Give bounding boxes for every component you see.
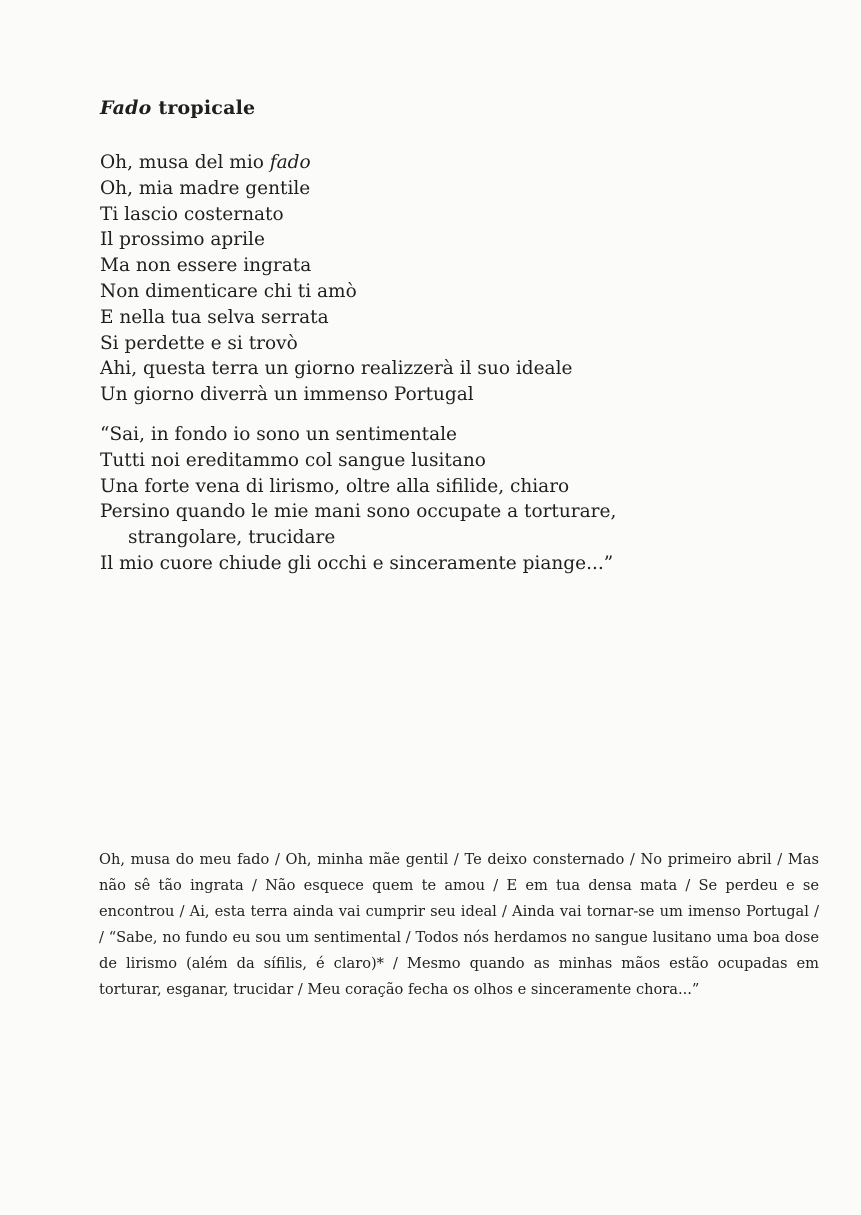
poem-line-text: Ti lascio costernato [100, 203, 284, 225]
poem-line-text: Persino quando le mie mani sono occupate a torturare, [100, 501, 617, 523]
poem-line [100, 422, 820, 448]
poem-line-text: Un giorno diverrà un immenso Portugal [100, 384, 474, 406]
poem-line [100, 448, 820, 474]
poem-line [100, 305, 820, 331]
poem-line [100, 382, 820, 408]
poem-line [100, 227, 820, 253]
poem-line [100, 279, 820, 305]
poem-body [100, 150, 820, 577]
poem-line-text: E nella tua selva serrata [100, 306, 329, 328]
poem-line-text: Una forte vena di lirismo, oltre alla sifilide, chiaro [100, 475, 570, 497]
poem-line [100, 176, 820, 202]
poem-line-text: strangolare, trucidare [128, 527, 336, 549]
stanza-spacer [100, 408, 820, 422]
poem-title-italic: Fado [100, 97, 152, 119]
poem-line-italic: fado [269, 152, 311, 173]
poem-line-text: Non dimenticare chi ti amò [100, 280, 357, 302]
poem-line-text: “Sai, in fondo io sono un sentimentale [100, 423, 457, 445]
poem-line-text: Il prossimo aprile [100, 229, 265, 251]
poem-line-text: Il mio cuore chiude gli occhi e sinceramente piange...” [100, 552, 614, 574]
poem-line [100, 331, 820, 357]
stanza-2 [100, 422, 820, 577]
poem-line-text: Ahi, questa terra un giorno realizzerà il suo ideale [100, 358, 573, 380]
poem-line-text: Si perdette e si trovò [100, 332, 298, 354]
poem-line-text: Ma non essere ingrata [100, 255, 312, 277]
portuguese-original-footnote: Oh, musa do meu fado / Oh, minha mãe gentil / Te deixo consternado / No primeiro abril / Mas não sê tão ingrata / Não esquece quem te amou / E em tua densa mata / Se perdeu e se encontrou / Ai, esta terra ainda vai cumprir seu ideal / Ainda vai tornar-se um imenso Portugal / / “Sabe, no fundo eu sou um sentimental / Todos nós herdamos no sangue lusitano uma boa dose de lirismo (além da sífilis, é claro)* / Mesmo quando as minhas mãos estão ocupadas em torturar, esganar, trucidar / Meu coração fecha os olhos e sinceramente chora...” [99, 851, 819, 998]
poem-line [100, 356, 820, 382]
poem-line [100, 202, 820, 228]
poem-line-text: Oh, mia madre gentile [100, 177, 311, 199]
poem-line [100, 150, 820, 176]
poem-line-text: Oh, musa del mio [100, 152, 270, 173]
poem-line [100, 525, 820, 551]
stanza-1 [100, 150, 820, 408]
poem-title-rest: tropicale [151, 97, 256, 119]
poem-line [100, 499, 820, 525]
poem-line [100, 253, 820, 279]
poem-line [100, 474, 820, 500]
poem-line-text: Tutti noi ereditammo col sangue lusitano [100, 449, 486, 471]
poem-title [100, 97, 255, 119]
poem-line [100, 551, 820, 577]
